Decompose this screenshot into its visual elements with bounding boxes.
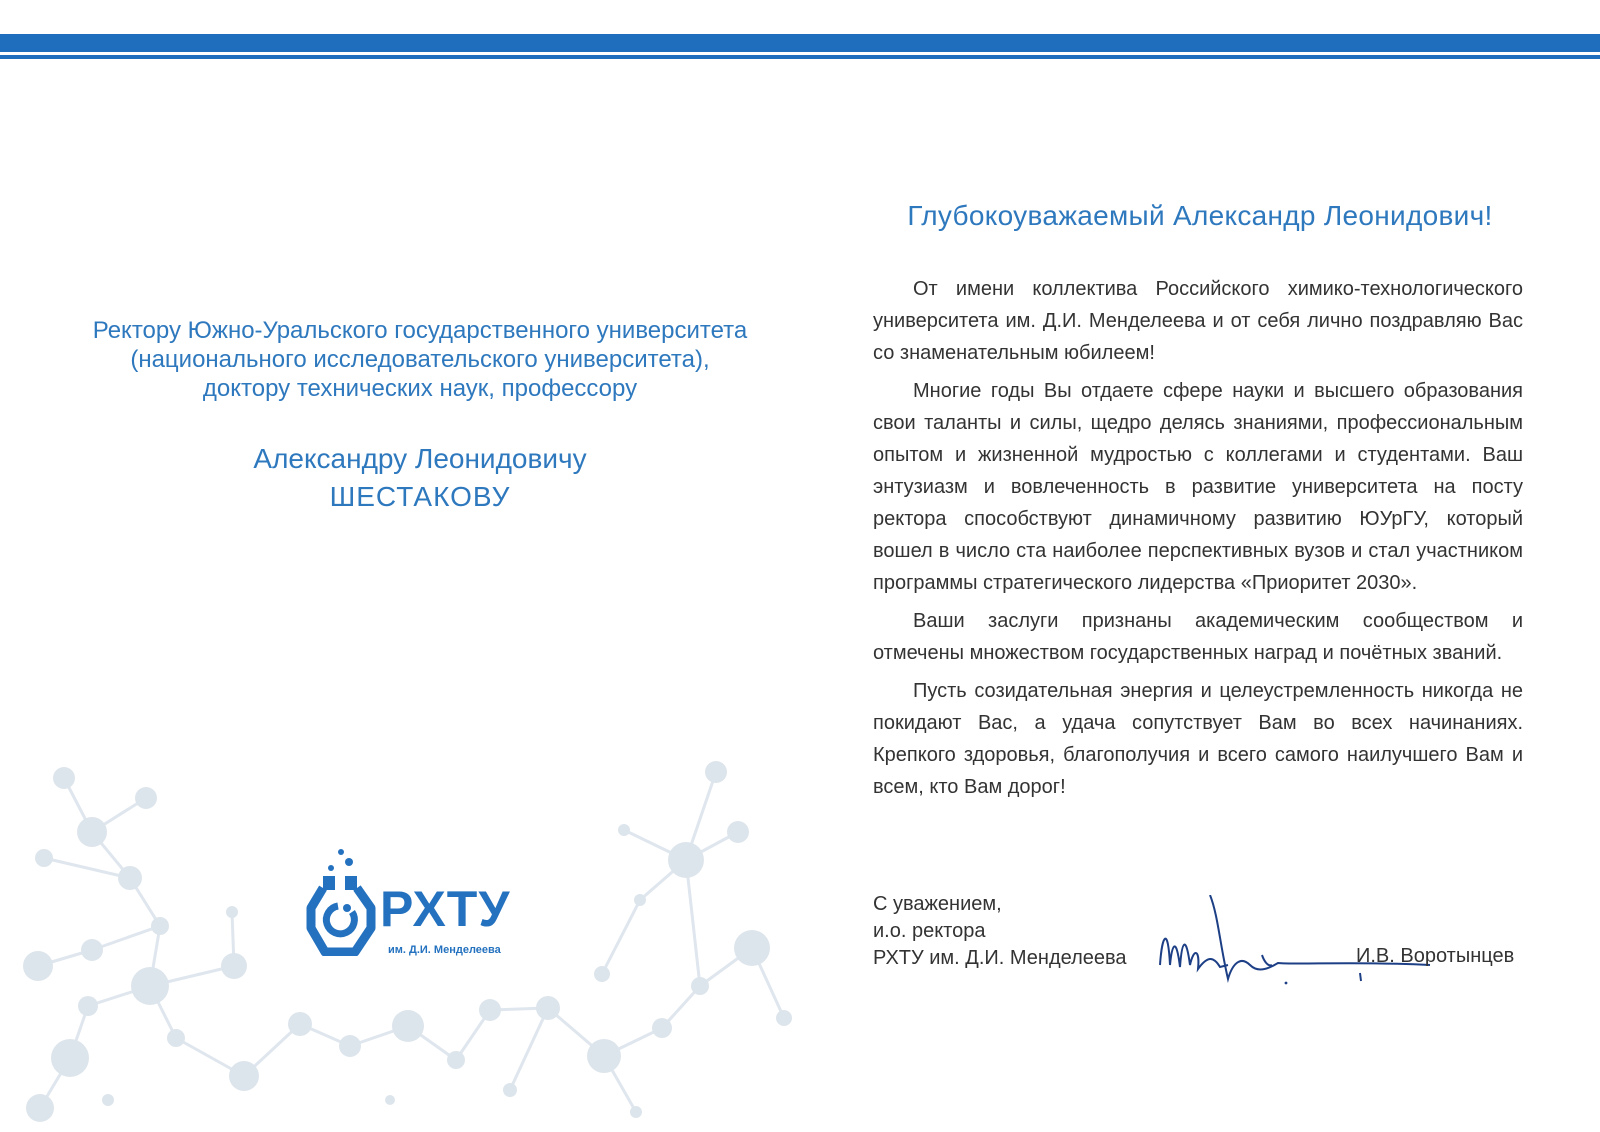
paragraph: Ваши заслуги признаны академическим сообществом и отмечены множеством государственных наград и почётных званий. — [873, 610, 1523, 664]
closing-block — [873, 891, 1127, 972]
recipient-last-name: ШЕСТАКОВУ — [329, 481, 511, 512]
recipient-block — [40, 316, 800, 517]
recipient-line-3: доктору технических наук, профессору — [202, 375, 638, 402]
closing-line-1: С уважением, — [873, 893, 1002, 915]
logo-name: РХТУ — [380, 881, 511, 937]
recipient-line-2: (национального исследовательского университета), — [130, 346, 710, 373]
paragraph: От имени коллектива Российского химико-технологического университета им. Д.И. Менделеева и от себя лично поздравляю Вас со знаменательным юбилеем! — [873, 278, 1523, 364]
signer-name: И.В. Воротынцев — [1356, 945, 1515, 967]
flask-logo-icon — [305, 848, 383, 956]
paragraph: Пусть созидательная энергия и целеустремленность никогда не покидают Вас, а удача сопутствует Вам во всех начинаниях. Крепкого здоровья, благополучия и всего самого наилучшего Вам и всем, кто Вам дорог! — [873, 680, 1523, 798]
header-stripe-thick — [0, 34, 1600, 52]
closing-line-3: РХТУ им. Д.И. Менделеева — [873, 947, 1127, 969]
closing-line-2: и.о. ректора — [873, 920, 986, 942]
paragraph: Многие годы Вы отдаете сфере науки и высшего образования свои таланты и силы, щедро делясь знаниями, профессиональным опытом и жизненной мудростью с коллегами и студентами. Ваш энтузиазм и вовлеченность в развитие университета на посту ректора способствуют динамичному развитию ЮУрГУ, который вошел в число ста наиболее перспективных вузов и стал участником программы стратегического лидерства «Приоритет 2030». — [873, 380, 1523, 594]
header-stripe-thin — [0, 55, 1600, 59]
logo-subtitle: им. Д.И. Менделеева — [388, 944, 501, 956]
greeting: Глубокоуважаемый Александр Леонидович! — [907, 200, 1493, 231]
recipient-line-1: Ректору Южно-Уральского государственного университета — [92, 317, 748, 344]
recipient-first-name: Александру Леонидовичу — [253, 443, 587, 474]
letter-body — [873, 273, 1523, 809]
